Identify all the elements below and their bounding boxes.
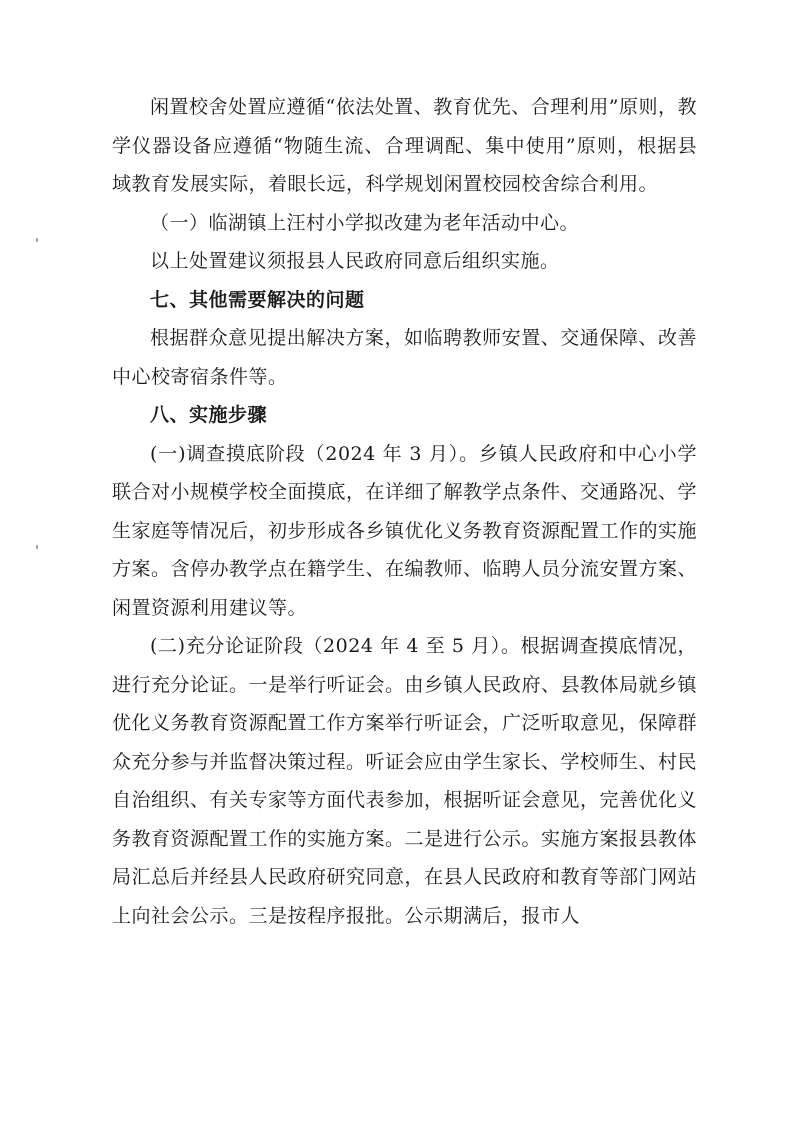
section-heading-other-issues: 七、其他需要解决的问题 <box>150 288 365 311</box>
paragraph-idle-school-disposal: 闲置校舍处置应遵循“依法处置、教育优先、合理利用”原则，教学仪器设备应遵循“物随生流、合理调配、集中使用”原则，根据县域教育发展实际，着眼长远，科学规划闲置校园校舍综合利用。 <box>112 96 697 195</box>
paragraph-solutions: 根据群众意见提出解决方案，如临聘教师安置、交通保障、改善中心校寄宿条件等。 <box>112 327 697 388</box>
paragraph-survey-stage: (一)调查摸底阶段（2024 年 3 月）。乡镇人民政府和中心小学联合对小规模学校全面摸底，在详细了解教学点条件、交通路况、学生家庭等情况后，初步形成各乡镇优化义务教育资源配置工作的实施方案。含停办教学点在籍学生、在编教师、临聘人员分流安置方案、闲置资源利用建议等。 <box>112 442 698 619</box>
paragraph-linhu-school-conversion: （一）临湖镇上汪村小学拟改建为老年活动中心。 <box>150 211 580 234</box>
section-heading-implementation-steps: 八、实施步骤 <box>150 404 268 426</box>
paragraph-approval-note: 以上处置建议须报县人民政府同意后组织实施。 <box>150 250 560 272</box>
scan-speck <box>36 545 38 549</box>
document-body <box>112 88 697 935</box>
scan-speck <box>36 238 38 242</box>
paragraph-demonstration-stage: (二)充分论证阶段（2024 年 4 至 5 月）。根据调查摸底情况，进行充分论证。一是举行听证会。由乡镇人民政府、县教体局就乡镇优化义务教育资源配置工作方案举行听证会，广泛听取意见，保障群众充分参与并监督决策过程。听证会应由学生家长、学校师生、村民自治组织、有关专家等方面代表参加，根据听证会意见，完善优化义务教育资源配置工作的实施方案。二是进行公示。实施方案报县教体局汇总后并经县人民政府研究同意，在县人民政府和教育等部门网站上向社会公示。三是按程序报批。公示期满后，报市人 <box>112 635 698 927</box>
